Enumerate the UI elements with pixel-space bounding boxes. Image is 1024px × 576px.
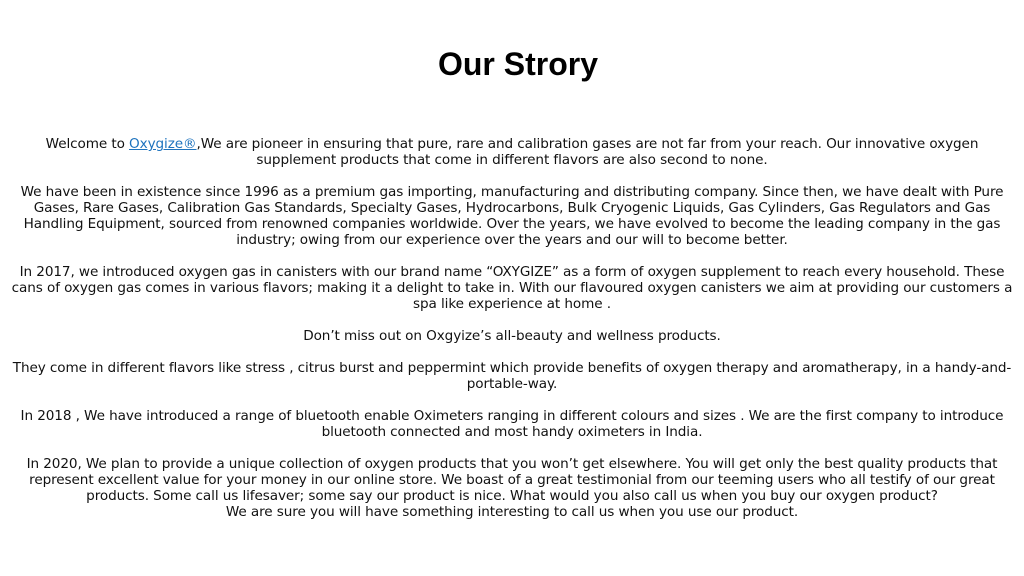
page-title: Our Strory	[437, 46, 599, 82]
oxygize-brand-link[interactable]: Oxygize®	[129, 136, 197, 152]
intro-text: ,We are pioneer in ensuring that pure, rare and calibration gases are not far from your reach. Our innovative oxygen supplement products that come in different flavors are also second to none.	[196, 136, 979, 168]
flavors-paragraph: They come in different flavors like stress , citrus burst and peppermint which provide benefits of oxygen therapy and aromatherapy, in a handy-and-portable-way.	[12, 360, 1012, 392]
history-paragraph: We have been in existence since 1996 as a premium gas importing, manufacturing and distributing company. Since then, we have dealt with Pure Gases, Rare Gases, Calibration Gas Standards, Specialty Gases, Hydrocarbons, Bulk Cryogenic Liquids, Gas Cylinders, Gas Regulators and Gas Handling Equipment, sourced from renowned companies worldwide. Over the years, we have evolved to become the leading company in the gas industry; owing from our experience over the years and our will to become better.	[20, 184, 1004, 248]
oximeter-paragraph: In 2018 , We have introduced a range of bluetooth enable Oximeters ranging in different colours and sizes . We are the first company to introduce bluetooth connected and most handy oximeters in India.	[20, 408, 1004, 440]
future-text: In 2020, We plan to provide a unique collection of oxygen products that you won’t get elsewhere. You will get only the best quality products that represent excellent value for your money in our online store. We boast of a great testimonial from our teeming users who all testify of our great products. Some call us lifesaver; some say our product is nice. What would you also call us when you buy our oxygen product?	[26, 456, 998, 504]
intro-paragraph	[6, 136, 1018, 168]
wellness-paragraph: Don’t miss out on Oxgyize’s all-beauty and wellness products.	[303, 328, 721, 344]
future-paragraph	[6, 456, 1018, 520]
final-line: We are sure you will have something interesting to call us when you use our product.	[225, 504, 799, 520]
oxygen-canister-paragraph: In 2017, we introduced oxygen gas in canisters with our brand name “OXYGIZE” as a form of oxygen supplement to reach every household. These cans of oxygen gas comes in various flavors; making it a delight to take in. With our flavoured oxygen canisters we aim at providing our customers a spa like experience at home .	[11, 264, 1013, 312]
story-content	[6, 136, 1018, 520]
intro-prefix: Welcome to	[45, 136, 130, 152]
